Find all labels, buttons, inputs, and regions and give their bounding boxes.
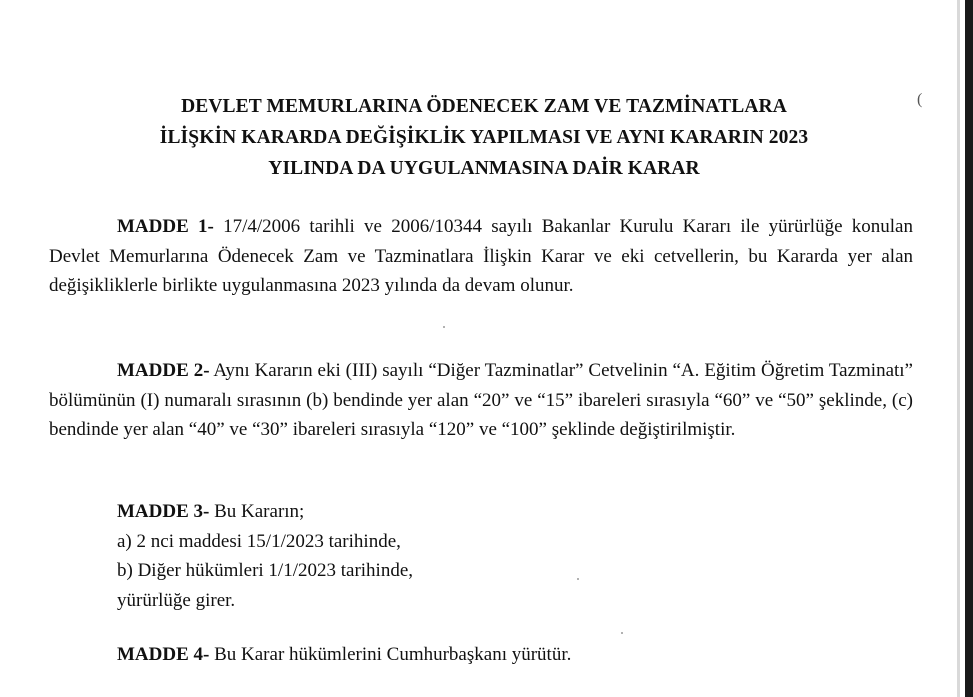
scan-speck bbox=[443, 326, 445, 328]
article-3-heading: MADDE 3- bbox=[117, 501, 210, 522]
article-3 bbox=[117, 497, 817, 615]
article-1-heading: MADDE 1- bbox=[117, 216, 214, 237]
title-line-2: İLİŞKİN KARARDA DEĞİŞİKLİK YAPILMASI VE AYNI KARARIN 2023 bbox=[159, 127, 809, 148]
article-3-intro-line bbox=[117, 497, 817, 527]
article-1-text: 17/4/2006 tarihli ve 2006/10344 sayılı Bakanlar Kurulu Kararı ile yürürlüğe konulan Devlet Memurlarına Ödenecek Zam ve Tazminatlara İlişkin Karar ve eki cetvellerin, bu Kararda yer alan değişikliklerle birlikte uygulanmasına 2023 yılında da devam olunur. bbox=[49, 216, 913, 296]
title-line-1: DEVLET MEMURLARINA ÖDENECEK ZAM VE TAZMİNATLARA bbox=[181, 96, 787, 117]
article-2-text: Aynı Kararın eki (III) sayılı “Diğer Tazminatlar” Cetvelinin “A. Eğitim Öğretim Tazminatı” bölümünün (I) numaralı sırasının (b) bendinde yer alan “20” ve “15” ibareleri sırasıyla “60” ve “50” şeklinde, (c) bendinde yer alan “40” ve “30” ibareleri sırasıyla “120” ve “100” şeklinde değiştirilmiştir. bbox=[49, 360, 913, 440]
article-3-item-a: a) 2 nci maddesi 15/1/2023 tarihinde, bbox=[117, 530, 401, 552]
corner-mark: ( bbox=[917, 91, 923, 108]
article-4-text: Bu Karar hükümlerini Cumhurbaşkanı yürütür. bbox=[209, 644, 572, 665]
article-4 bbox=[117, 640, 817, 670]
scan-edge-border bbox=[965, 0, 973, 697]
scan-speck bbox=[577, 578, 579, 580]
document-title bbox=[40, 91, 928, 184]
article-1 bbox=[49, 212, 913, 301]
scan-speck bbox=[621, 632, 623, 634]
article-3-closing: yürürlüğe girer. bbox=[117, 589, 236, 611]
article-4-line bbox=[117, 640, 817, 670]
article-3-intro: Bu Kararın; bbox=[209, 501, 305, 522]
scan-edge-shadow bbox=[957, 0, 960, 697]
article-2 bbox=[49, 356, 913, 445]
title-line-3: YILINDA DA UYGULANMASINA DAİR KARAR bbox=[268, 158, 700, 179]
article-4-heading: MADDE 4- bbox=[117, 644, 210, 665]
article-2-heading: MADDE 2- bbox=[117, 360, 210, 381]
article-3-item-b: b) Diğer hükümleri 1/1/2023 tarihinde, bbox=[117, 560, 414, 581]
